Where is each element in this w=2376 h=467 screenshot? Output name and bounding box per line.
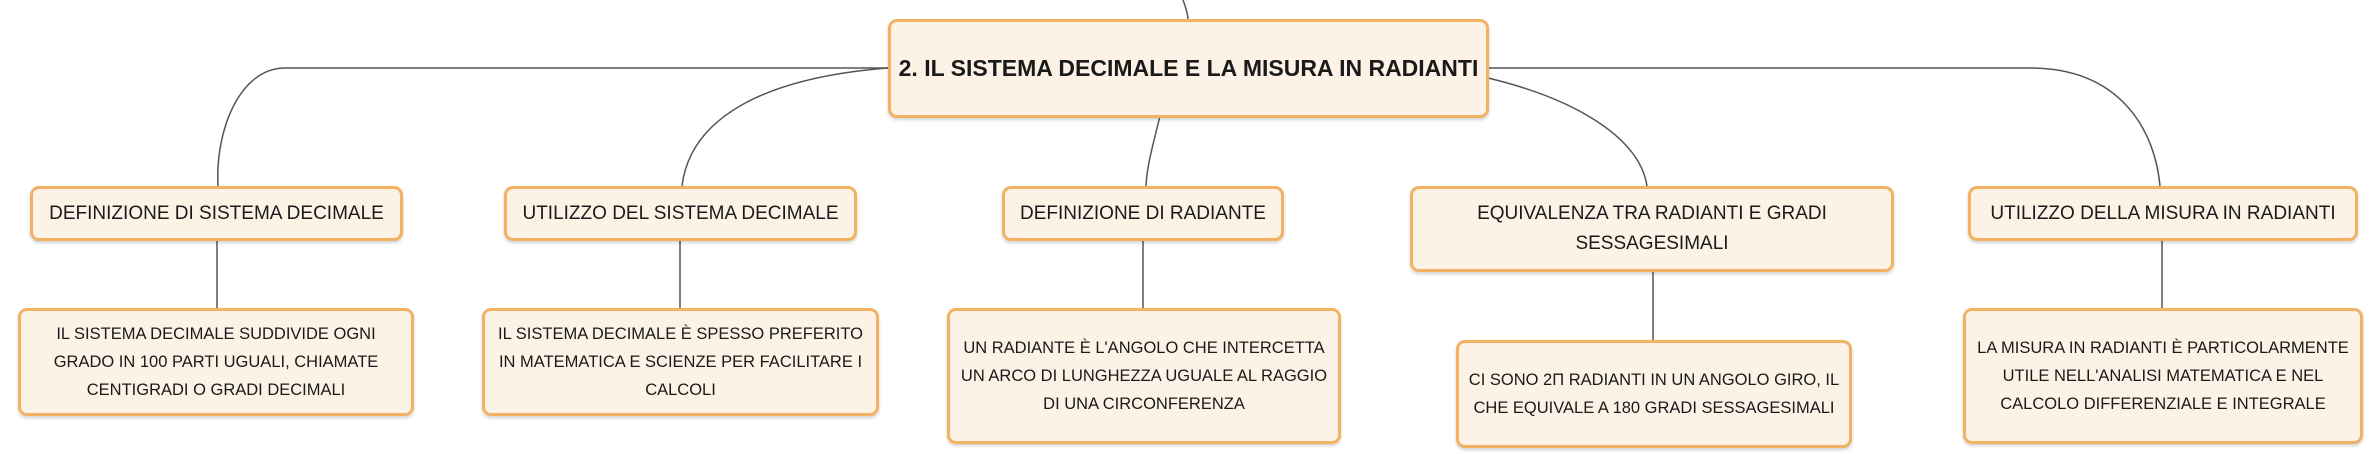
detail-node-1[interactable] (18, 308, 414, 416)
connector-root-branch-2 (682, 68, 888, 186)
detail-node-5[interactable] (1963, 308, 2363, 444)
detail-node-3[interactable] (947, 308, 1341, 444)
detail-text: IL SISTEMA DECIMALE È SPESSO PREFERITO IN MATEMATICA E SCIENZE PER FACILITARE I CALCOLI (498, 325, 863, 399)
connector-root-branch-3 (1146, 116, 1160, 186)
connector-root-branch-4 (1488, 78, 1647, 186)
root-node[interactable] (888, 19, 1489, 118)
branch-label: DEFINIZIONE DI RADIANTE (1020, 202, 1266, 224)
branch-label: EQUIVALENZA TRA RADIANTI E GRADI SESSAGESIMALI (1477, 203, 1827, 254)
branch-label: DEFINIZIONE DI SISTEMA DECIMALE (49, 202, 384, 224)
detail-text: CI SONO 2Π RADIANTI IN UN ANGOLO GIRO, IL CHE EQUIVALE A 180 GRADI SESSAGESIMALI (1468, 371, 1840, 417)
branch-node-3[interactable] (1002, 186, 1284, 241)
branch-label: UTILIZZO DELLA MISURA IN RADIANTI (1990, 202, 2336, 224)
detail-text: LA MISURA IN RADIANTI È PARTICOLARMENTE UTILE NELL'ANALISI MATEMATICA E NEL CALCOLO DIFFERENZIALE E INTEGRALE (1977, 339, 2349, 413)
detail-text: UN RADIANTE È L'ANGOLO CHE INTERCETTA UN ARCO DI LUNGHEZZA UGUALE AL RAGGIO DI UNA CIRCONFERENZA (960, 339, 1328, 413)
detail-node-4[interactable] (1456, 340, 1852, 448)
detail-node-2[interactable] (482, 308, 879, 416)
branch-node-4[interactable] (1410, 186, 1894, 272)
branch-node-2[interactable] (504, 186, 857, 241)
detail-text: IL SISTEMA DECIMALE SUDDIVIDE OGNI GRADO IN 100 PARTI UGUALI, CHIAMATE CENTIGRADI O GRADI DECIMALI (53, 325, 379, 399)
root-label: 2. IL SISTEMA DECIMALE E LA MISURA IN RADIANTI (898, 55, 1479, 81)
branch-label: UTILIZZO DEL SISTEMA DECIMALE (522, 202, 839, 224)
branch-node-5[interactable] (1968, 186, 2358, 241)
connector-parent (1183, 0, 1188, 20)
branch-node-1[interactable] (30, 186, 403, 241)
connector-root-branch-5 (1488, 68, 2160, 186)
